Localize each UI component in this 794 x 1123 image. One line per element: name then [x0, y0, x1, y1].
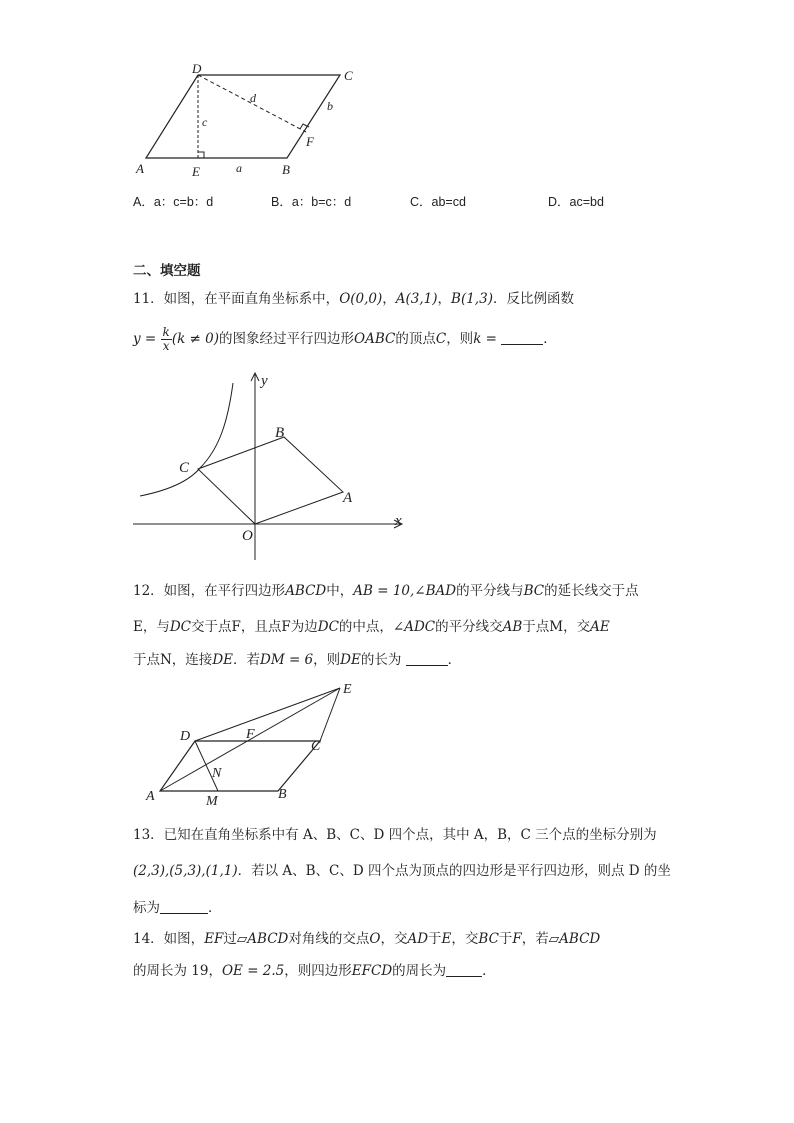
- label-B: B: [275, 425, 285, 441]
- label-B: B: [278, 787, 287, 802]
- label-M: M: [206, 794, 218, 809]
- option-b: B．a：b=c：d: [271, 195, 352, 209]
- q13-line3: 标为 ．: [133, 900, 222, 916]
- label-C: C: [311, 739, 321, 754]
- section-title: 二、填空题: [133, 263, 201, 279]
- q13-line2: (2,3),(5,3),(1,1)．若以 A、B、C、D 四个点为顶点的四边形是平行四边形，则点 D 的坐: [133, 863, 671, 879]
- option-d: D．ac=bd: [548, 195, 604, 209]
- label-B: B: [282, 162, 290, 177]
- label-c: c: [202, 115, 208, 129]
- q11-line2: y = $\frac{k}{x}$ (k ≠ 0)的图象经过平行四边形OABC的顶点C，则k = ．: [133, 325, 557, 353]
- label-b: b: [327, 99, 333, 113]
- label-A: A: [343, 490, 353, 506]
- answer-blank-q13: [160, 899, 208, 914]
- label-F: F: [306, 134, 314, 149]
- answer-blank-q12: [406, 651, 448, 666]
- label-F: F: [246, 727, 255, 742]
- label-d: d: [250, 91, 256, 105]
- option-c: C．ab=cd: [410, 195, 466, 209]
- answer-blank-q14: [446, 962, 482, 977]
- label-A: A: [136, 161, 144, 176]
- label-O: O: [242, 528, 253, 544]
- q13-line1: 13．已知在直角坐标系中有 A、B、C、D 四个点，其中 A，B，C 三个点的坐标分别为: [133, 827, 657, 843]
- q12-line3: 于点N，连接DE．若DM = 6，则DE的长为 ．: [133, 652, 462, 668]
- axis-label-x: x: [395, 513, 402, 529]
- label-A: A: [146, 789, 155, 804]
- figure-q12-parallelogram: [140, 678, 370, 810]
- label-C: C: [344, 68, 353, 83]
- axis-label-y: y: [261, 373, 268, 389]
- q14-line1: 14．如图，EF过▱ABCD对角线的交点O，交AD于E，交BC于F，若▱ABCD: [133, 931, 601, 947]
- label-N: N: [212, 766, 222, 781]
- figure-q10-parallelogram: [130, 60, 370, 185]
- q11-line1: 11．如图，在平面直角坐标系中，O(0,0)，A(3,1)，B(1,3)．反比例函数: [133, 291, 574, 307]
- figure-q11-coordinate-plane: [130, 365, 415, 565]
- q12-line2: E，与DC交于点F，且点F为边DC的中点，∠ADC的平分线交AB于点M，交AE: [133, 619, 610, 635]
- label-a: a: [236, 161, 242, 175]
- label-D: D: [180, 729, 191, 744]
- q12-line1: 12．如图，在平行四边形ABCD中，AB = 10,∠BAD的平分线与BC的延长线交于点: [133, 583, 639, 599]
- label-D: D: [192, 61, 202, 76]
- option-a: A．a：c=b：d: [133, 195, 214, 209]
- label-C: C: [179, 460, 190, 476]
- q14-line2: 的周长为 19，OE = 2.5，则四边形EFCD的周长为 ．: [133, 963, 496, 979]
- answer-blank-q11: [501, 330, 543, 345]
- label-E: E: [343, 682, 352, 697]
- fraction-k-over-x: $\frac{k}{x}$: [162, 325, 170, 353]
- label-E: E: [192, 164, 200, 179]
